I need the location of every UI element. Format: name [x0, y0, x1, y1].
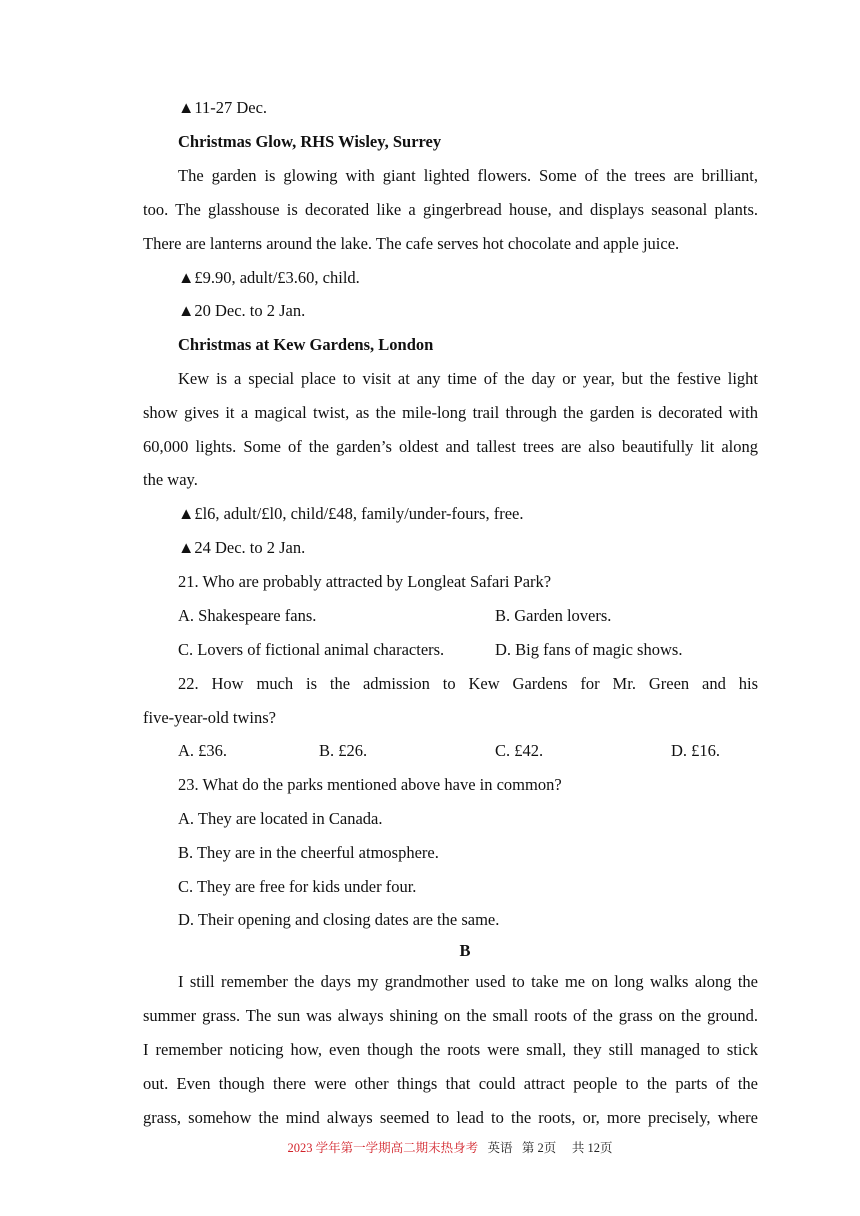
q22-option-a: A. £36.: [178, 741, 228, 760]
footer-total-pages: 共 12页: [571, 1141, 613, 1155]
kew-dates: ▲24 Dec. to 2 Jan.: [178, 538, 306, 557]
passage-b-line: I still remember the days my grandmother used to take me on long walks along the: [178, 972, 758, 991]
passage-b-line: out. Even though there were other things that could attract people to the parts of the: [143, 1074, 758, 1093]
wisley-heading: Christmas Glow, RHS Wisley, Surrey: [178, 132, 442, 151]
wisley-dates: ▲20 Dec. to 2 Jan.: [178, 301, 306, 320]
section-b-heading: B: [459, 941, 471, 960]
footer-exam-title: 2023 学年第一学期高二期末热身考: [287, 1141, 479, 1155]
question-22-stem-cont: five-year-old twins?: [143, 708, 276, 727]
passage-b-line: I remember noticing how, even though the roots were small, they still managed to stick: [143, 1040, 758, 1059]
event-dates: ▲11-27 Dec.: [178, 98, 268, 117]
q21-option-c: C. Lovers of fictional animal characters.: [178, 640, 445, 659]
q21-option-b: B. Garden lovers.: [495, 606, 612, 625]
question-23-stem: 23. What do the parks mentioned above have in common?: [178, 775, 562, 794]
footer-page-number: 第 2页: [521, 1141, 557, 1155]
q23-option-c: C. They are free for kids under four.: [178, 877, 417, 896]
q22-option-b: B. £26.: [319, 741, 368, 760]
passage-b-line: grass, somehow the mind always seemed to lead to the roots, or, more precisely, where: [143, 1108, 758, 1127]
q23-option-d: D. Their opening and closing dates are the same.: [178, 910, 500, 929]
q21-option-a: A. Shakespeare fans.: [178, 606, 317, 625]
wisley-para-line: too. The glasshouse is decorated like a gingerbread house, and displays seasonal plants.: [143, 200, 758, 219]
question-21-stem: 21. Who are probably attracted by Longleat Safari Park?: [178, 572, 552, 591]
wisley-para-line: The garden is glowing with giant lighted flowers. Some of the trees are brilliant,: [178, 166, 758, 185]
question-22-stem: 22. How much is the admission to Kew Gardens for Mr. Green and his: [178, 674, 758, 693]
q22-option-c: C. £42.: [495, 741, 544, 760]
page-footer: [0, 1140, 860, 1156]
kew-heading: Christmas at Kew Gardens, London: [178, 335, 434, 354]
q23-option-b: B. They are in the cheerful atmosphere.: [178, 843, 439, 862]
q22-option-d: D. £16.: [671, 741, 721, 760]
kew-price: ▲£l6, adult/£l0, child/£48, family/under-fours, free.: [178, 504, 524, 523]
kew-para-line: 60,000 lights. Some of the garden’s oldest and tallest trees are also beautifully lit along: [143, 437, 758, 456]
q21-option-d: D. Big fans of magic shows.: [495, 640, 683, 659]
kew-para-line: show gives it a magical twist, as the mile-long trail through the garden is decorated with: [143, 403, 758, 422]
kew-para-line: the way.: [143, 470, 198, 489]
wisley-para-line: There are lanterns around the lake. The cafe serves hot chocolate and apple juice.: [143, 234, 680, 253]
passage-b-line: summer grass. The sun was always shining on the small roots of the grass on the ground.: [143, 1006, 758, 1025]
kew-para-line: Kew is a special place to visit at any time of the day or year, but the festive light: [178, 369, 758, 388]
footer-subject: 英语: [487, 1141, 513, 1155]
q23-option-a: A. They are located in Canada.: [178, 809, 383, 828]
wisley-price: ▲£9.90, adult/£3.60, child.: [178, 268, 360, 287]
